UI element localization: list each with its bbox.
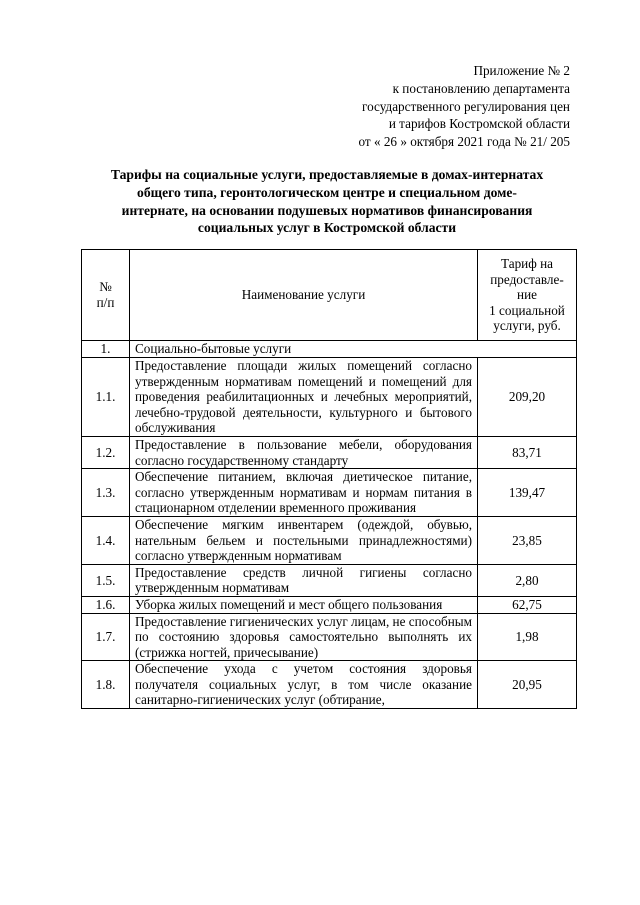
- row-name: Предоставление площади жилых помещений согласно утвержденным нормативам помещений и помещений для проведения реабилитационных и лечебных мероприятий, лечебно-трудовой деятельности, культурного и бытового обслуживания: [130, 358, 478, 437]
- tariffs-table: [81, 249, 577, 709]
- table-row: [82, 596, 577, 613]
- header-price-line: предоставле-: [490, 271, 564, 287]
- table-row: [82, 516, 577, 564]
- appendix-line: к постановлению департамента: [392, 80, 570, 96]
- table-row: [82, 436, 577, 468]
- row-num: 1.4.: [82, 516, 130, 564]
- row-num: 1.2.: [82, 436, 130, 468]
- row-num: 1.1.: [82, 358, 130, 437]
- row-num: 1.: [82, 341, 130, 358]
- header-price-line: 1 социальной: [489, 302, 565, 318]
- title-line: Тарифы на социальные услуги, предоставляемые в домах-интернатах: [110, 167, 544, 182]
- table-row: [82, 613, 577, 661]
- appendix-line: государственного регулирования цен: [362, 98, 570, 114]
- header-name-cell: Наименование услуги: [130, 250, 478, 341]
- row-price: 139,47: [478, 469, 577, 517]
- table-row: [82, 341, 577, 358]
- row-name: Предоставление средств личной гигиены согласно утвержденным нормативам: [130, 564, 478, 596]
- row-price: 1,98: [478, 613, 577, 661]
- title-line: социальных услуг в Костромской области: [197, 220, 457, 236]
- title-line: общего типа, геронтологическом центре и специальном доме-: [137, 184, 517, 200]
- header-num-cell: [82, 250, 130, 341]
- row-name: Уборка жилых помещений и мест общего пользования: [130, 596, 478, 613]
- row-num: 1.3.: [82, 469, 130, 517]
- row-price: 209,20: [478, 358, 577, 437]
- row-name: Предоставление в пользование мебели, оборудования согласно государственному стандарту: [130, 436, 478, 468]
- appendix-line: от « 26 » октября 2021 года № 21/ 205: [358, 134, 570, 150]
- table-row: [82, 469, 577, 517]
- header-price-line: ние: [517, 287, 537, 303]
- row-name: Обеспечение мягким инвентарем (одеждой, обувью, нательным бельем и постельными принадлежностями) согласно утвержденным нормативам: [130, 516, 478, 564]
- appendix-line: Приложение № 2: [473, 63, 570, 78]
- appendix-block: [250, 62, 570, 151]
- header-num-line: п/п: [96, 295, 115, 310]
- header-price-line: услуги, руб.: [493, 318, 561, 334]
- row-price: 2,80: [478, 564, 577, 596]
- header-price-line: Тариф на: [501, 256, 553, 272]
- header-num-line: №: [99, 279, 112, 295]
- row-price: 20,95: [478, 661, 577, 709]
- table-row: [82, 661, 577, 709]
- row-name: Обеспечение ухода с учетом состояния здоровья получателя социальных услуг, в том числе оказание санитарно-гигиенических услуг (обтирание,: [130, 661, 478, 709]
- header-price-cell: [478, 250, 577, 341]
- row-name: Социально-бытовые услуги: [130, 341, 577, 358]
- document-title: [82, 166, 572, 237]
- row-num: 1.6.: [82, 596, 130, 613]
- appendix-line: и тарифов Костромской области: [388, 116, 570, 132]
- row-price: 23,85: [478, 516, 577, 564]
- row-name: Обеспечение питанием, включая диетическое питание, согласно утвержденным нормативам и нормам питания в стационарном отделении временного проживания: [130, 469, 478, 517]
- row-price: 83,71: [478, 436, 577, 468]
- title-line: интернате, на основании подушевых нормативов финансирования: [121, 202, 533, 218]
- row-num: 1.5.: [82, 564, 130, 596]
- table-header-row: [82, 250, 577, 341]
- table-row: [82, 358, 577, 437]
- table-row: [82, 564, 577, 596]
- row-price: 62,75: [478, 596, 577, 613]
- row-num: 1.7.: [82, 613, 130, 661]
- row-name: Предоставление гигиенических услуг лицам, не способным по состоянию здоровья самостоятельно выполнять их (стрижка ногтей, причесывание): [130, 613, 478, 661]
- row-num: 1.8.: [82, 661, 130, 709]
